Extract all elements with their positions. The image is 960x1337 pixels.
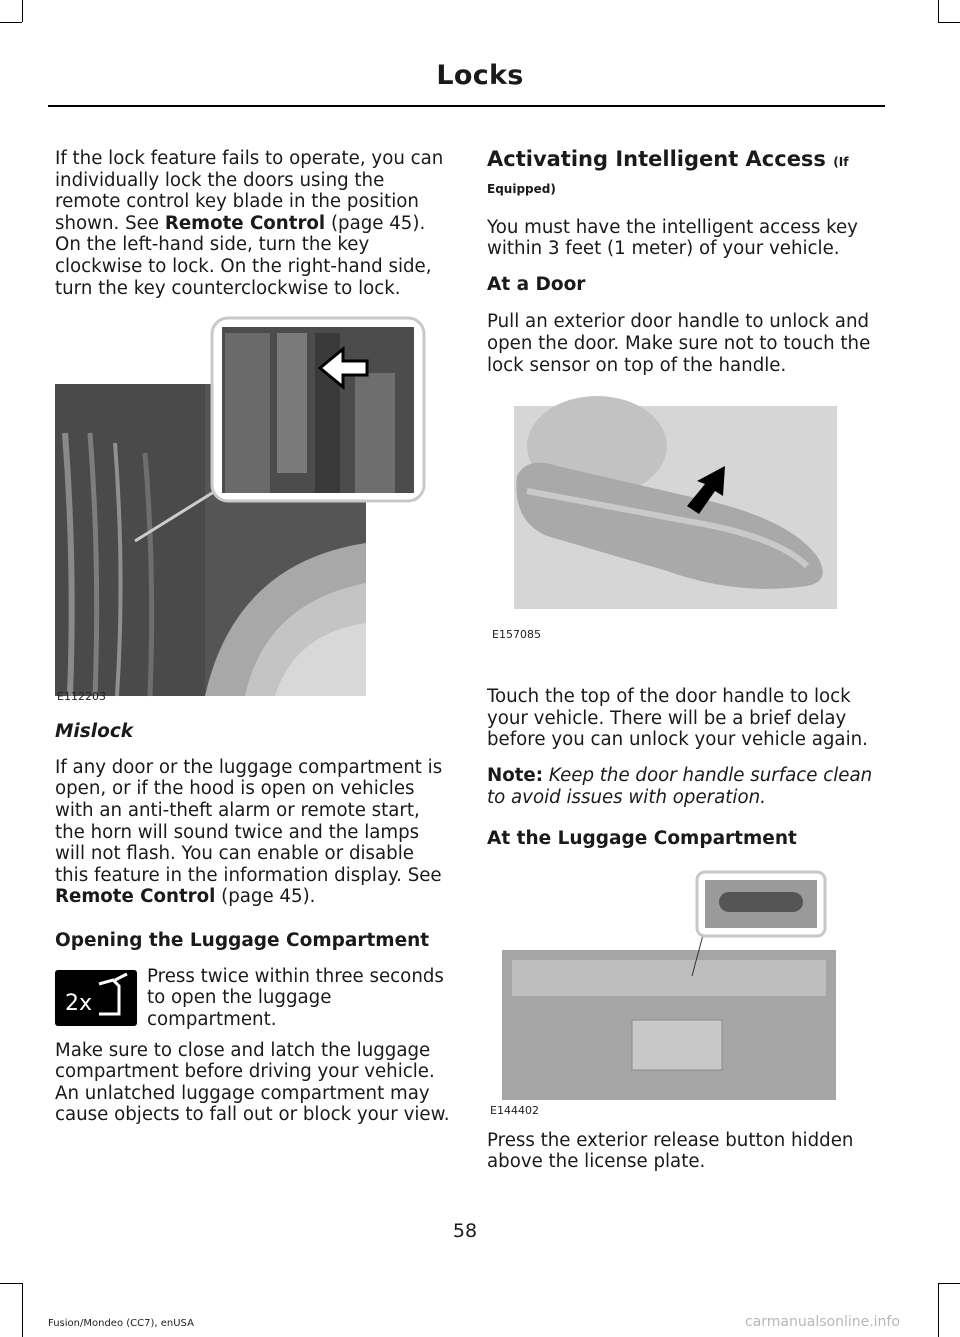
header-rule bbox=[48, 105, 885, 107]
close-latch-paragraph: Make sure to close and latch the luggage compartment before driving your vehicle. An unlatched luggage compartment may cause objects to fall out or block your view. bbox=[55, 1039, 450, 1126]
door-handle-figure bbox=[487, 396, 842, 676]
must-have-paragraph: You must have the intelligent access key within 3 feet (1 meter) of your vehicle. bbox=[487, 216, 858, 260]
crop-mark-top-left bbox=[0, 22, 22, 23]
crop-mark-bottom-left-v bbox=[22, 1283, 23, 1337]
mislock-paragraph: If any door or the luggage compartment is open, or if the hood is open on vehicles with an anti-theft alarm or remote start, the horn will sound twice and the lamps will not flash. You can enable or disable this feature in the information display. See Remote Control (page 45). bbox=[55, 756, 443, 908]
page-title: Locks bbox=[436, 60, 524, 91]
mislock-heading: Mislock bbox=[55, 721, 134, 743]
luggage-figure bbox=[487, 870, 842, 1120]
crop-mark-top-left-v bbox=[22, 0, 23, 22]
crop-mark-bottom-left bbox=[0, 1283, 22, 1284]
press-release-paragraph: Press the exterior release button hidden above the license plate. bbox=[487, 1129, 854, 1173]
twice-label: 2x bbox=[65, 990, 93, 1016]
watermark: carmanualsonline.info bbox=[745, 1314, 900, 1330]
crop-mark-top-right-v bbox=[938, 0, 939, 22]
at-luggage-heading: At the Luggage Compartment bbox=[487, 828, 797, 850]
luggage-release-illustration bbox=[487, 870, 842, 1120]
key-blade-illustration bbox=[55, 313, 430, 703]
lock-fail-paragraph: If the lock feature fails to operate, you can individually lock the doors using the remote control key blade in the position shown. See Remote Control (page 45). On the left-hand side, turn the key clockwise to lock. On the right-hand side, turn the key counterclockwise to lock. bbox=[55, 148, 444, 299]
left-column bbox=[55, 148, 450, 1140]
remote-control-link[interactable]: Remote Control bbox=[164, 212, 326, 234]
crop-mark-top-right bbox=[938, 22, 960, 23]
key-blade-figure bbox=[55, 313, 430, 703]
figure-code: E157085 bbox=[492, 628, 541, 642]
figure-code: E112203 bbox=[57, 690, 106, 704]
pull-handle-paragraph: Pull an exterior door handle to unlock and open the door. Make sure not to touch the lock sensor on top of the handle. bbox=[487, 311, 871, 376]
page-number: 58 bbox=[452, 1220, 478, 1242]
trunk-button-icon bbox=[55, 970, 137, 1026]
door-handle-illustration bbox=[487, 396, 842, 656]
note-paragraph: Note: Keep the door handle surface clean to avoid issues with operation. bbox=[487, 764, 873, 808]
crop-mark-bottom-right-v bbox=[938, 1283, 939, 1337]
trunk-open-icon bbox=[55, 970, 137, 1026]
figure-code: E144402 bbox=[490, 1103, 539, 1117]
activating-heading: Activating Intelligent Access (If bbox=[487, 147, 849, 171]
remote-control-link[interactable]: Remote Control bbox=[55, 886, 216, 908]
activating-equipped: Equipped) bbox=[487, 182, 556, 196]
touch-top-paragraph: Touch the top of the door handle to lock your vehicle. There will be a brief delay before you can unlock your vehicle again. bbox=[487, 686, 868, 751]
right-column bbox=[487, 146, 882, 1187]
crop-mark-bottom-right bbox=[938, 1283, 960, 1284]
opening-luggage-heading: Opening the Luggage Compartment bbox=[55, 929, 430, 951]
press-twice-row bbox=[55, 965, 450, 1030]
document-id: Fusion/Mondeo (CC7), enUSA bbox=[48, 1318, 194, 1329]
at-door-heading: At a Door bbox=[487, 273, 586, 295]
press-twice-text: Press twice within three seconds to open the luggage compartment. bbox=[147, 965, 444, 1030]
